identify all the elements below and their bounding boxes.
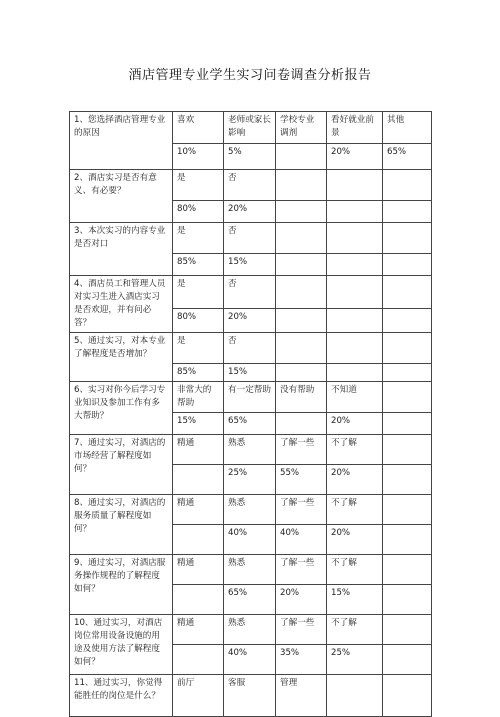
percent-cell: 65% bbox=[383, 144, 432, 170]
option-cell bbox=[327, 276, 383, 309]
question-row bbox=[70, 112, 432, 144]
percent-cell bbox=[276, 364, 327, 382]
option-cell bbox=[383, 435, 432, 465]
percent-cell bbox=[173, 465, 224, 495]
option-cell: 是 bbox=[173, 223, 224, 254]
option-cell: 熟悉 bbox=[224, 495, 276, 525]
option-cell: 了解一些 bbox=[276, 615, 327, 645]
option-cell: 不了解 bbox=[327, 495, 383, 525]
percent-cell bbox=[383, 465, 432, 495]
option-cell: 其他 bbox=[383, 112, 432, 144]
option-cell: 是 bbox=[173, 276, 224, 309]
percent-cell: 65% bbox=[224, 413, 276, 435]
percent-cell bbox=[383, 308, 432, 332]
option-cell: 不了解 bbox=[327, 435, 383, 465]
percent-cell: 15% bbox=[173, 413, 224, 435]
question-text: 5、通过实习，对本专业了解程度是否增加？ bbox=[70, 333, 173, 382]
option-cell bbox=[383, 615, 432, 645]
option-cell: 否 bbox=[224, 223, 276, 254]
question-row bbox=[70, 382, 432, 413]
option-cell: 学校专业调剂 bbox=[276, 112, 327, 144]
percent-cell bbox=[383, 254, 432, 276]
percent-cell: 40% bbox=[224, 645, 276, 675]
option-cell: 客服 bbox=[224, 675, 276, 717]
option-cell bbox=[327, 170, 383, 201]
percent-cell: 20% bbox=[327, 465, 383, 495]
percent-cell: 80% bbox=[173, 201, 224, 223]
percent-cell: 20% bbox=[276, 585, 327, 615]
percent-cell bbox=[327, 308, 383, 332]
percent-cell bbox=[327, 364, 383, 382]
option-cell: 不知道 bbox=[327, 382, 383, 413]
option-cell bbox=[383, 495, 432, 525]
question-text: 10、通过实习，对酒店岗位常用设备设施的用途及使用方法了解程度如何？ bbox=[70, 615, 173, 675]
percent-cell bbox=[276, 413, 327, 435]
percent-cell: 20% bbox=[327, 413, 383, 435]
option-cell: 了解一些 bbox=[276, 435, 327, 465]
option-cell: 精通 bbox=[173, 435, 224, 465]
percent-cell bbox=[383, 201, 432, 223]
percent-cell bbox=[383, 364, 432, 382]
percent-cell bbox=[383, 585, 432, 615]
page-title: 酒店管理专业学生实习问卷调查分析报告 bbox=[128, 68, 372, 83]
question-text: 9、通过实习，对酒店服务操作规程的了解程度如何？ bbox=[70, 555, 173, 615]
percent-cell bbox=[173, 585, 224, 615]
option-cell: 非常大的帮助 bbox=[173, 382, 224, 413]
percent-cell: 35% bbox=[276, 645, 327, 675]
question-row bbox=[70, 170, 432, 201]
option-cell: 否 bbox=[224, 333, 276, 364]
percent-cell bbox=[276, 144, 327, 170]
percent-cell: 20% bbox=[327, 525, 383, 555]
percent-cell: 15% bbox=[327, 585, 383, 615]
option-cell bbox=[383, 276, 432, 309]
option-cell: 否 bbox=[224, 276, 276, 309]
percent-cell bbox=[383, 525, 432, 555]
option-cell: 有一定帮助 bbox=[224, 382, 276, 413]
option-cell: 了解一些 bbox=[276, 495, 327, 525]
percent-cell: 55% bbox=[276, 465, 327, 495]
question-text: 11、通过实习，你觉得能胜任的岗位是什么？ bbox=[70, 675, 173, 717]
percent-cell bbox=[276, 308, 327, 332]
question-row bbox=[70, 495, 432, 525]
percent-cell: 65% bbox=[224, 585, 276, 615]
option-cell bbox=[383, 382, 432, 413]
percent-cell: 40% bbox=[224, 525, 276, 555]
option-cell bbox=[383, 170, 432, 201]
percent-cell: 80% bbox=[173, 308, 224, 332]
percent-cell bbox=[173, 645, 224, 675]
option-cell: 熟悉 bbox=[224, 435, 276, 465]
option-cell: 精通 bbox=[173, 555, 224, 585]
option-cell: 不了解 bbox=[327, 555, 383, 585]
option-cell bbox=[383, 223, 432, 254]
option-cell: 前厅 bbox=[173, 675, 224, 717]
option-cell bbox=[383, 333, 432, 364]
percent-cell: 10% bbox=[173, 144, 224, 170]
option-cell bbox=[383, 555, 432, 585]
question-row bbox=[70, 555, 432, 585]
option-cell bbox=[327, 223, 383, 254]
percent-cell: 20% bbox=[224, 308, 276, 332]
option-cell: 熟悉 bbox=[224, 615, 276, 645]
option-cell: 是 bbox=[173, 170, 224, 201]
option-cell: 喜欢 bbox=[173, 112, 224, 144]
question-text: 7、通过实习，对酒店的市场经营了解程度如何？ bbox=[70, 435, 173, 495]
question-text: 2、酒店实习是否有意义、有必要？ bbox=[70, 170, 173, 223]
question-row bbox=[70, 435, 432, 465]
option-cell bbox=[276, 333, 327, 364]
percent-cell bbox=[276, 201, 327, 223]
percent-cell: 20% bbox=[327, 144, 383, 170]
question-row bbox=[70, 333, 432, 364]
option-cell: 看好就业前景 bbox=[327, 112, 383, 144]
option-cell bbox=[276, 170, 327, 201]
option-cell bbox=[327, 333, 383, 364]
option-cell: 否 bbox=[224, 170, 276, 201]
question-row bbox=[70, 675, 432, 717]
percent-cell bbox=[173, 525, 224, 555]
percent-cell bbox=[383, 645, 432, 675]
percent-cell: 15% bbox=[224, 254, 276, 276]
option-cell bbox=[383, 675, 432, 717]
percent-cell bbox=[327, 201, 383, 223]
question-text: 6、实习对你今后学习专业知识及参加工作有多大帮助？ bbox=[70, 382, 173, 435]
question-text: 1、您选择酒店管理专业的原因 bbox=[70, 112, 173, 170]
option-cell: 不了解 bbox=[327, 615, 383, 645]
percent-cell: 5% bbox=[224, 144, 276, 170]
option-cell: 是 bbox=[173, 333, 224, 364]
question-text: 3、本次实习的内容专业是否对口 bbox=[70, 223, 173, 276]
question-text: 8、通过实习，对酒店的服务质量了解程度如何？ bbox=[70, 495, 173, 555]
percent-cell: 15% bbox=[224, 364, 276, 382]
option-cell: 没有帮助 bbox=[276, 382, 327, 413]
percent-cell: 85% bbox=[173, 364, 224, 382]
percent-cell: 25% bbox=[224, 465, 276, 495]
option-cell: 熟悉 bbox=[224, 555, 276, 585]
percent-cell: 20% bbox=[224, 201, 276, 223]
option-cell: 了解一些 bbox=[276, 555, 327, 585]
percent-cell: 85% bbox=[173, 254, 224, 276]
question-row bbox=[70, 276, 432, 309]
option-cell bbox=[276, 223, 327, 254]
percent-cell bbox=[383, 413, 432, 435]
question-row bbox=[70, 223, 432, 254]
survey-table bbox=[69, 111, 432, 717]
option-cell: 管理 bbox=[276, 675, 327, 717]
question-row bbox=[70, 615, 432, 645]
question-text: 4、酒店员工和管理人员对实习生进入酒店实习是否欢迎，并有问必答？ bbox=[70, 276, 173, 333]
percent-cell: 40% bbox=[276, 525, 327, 555]
option-cell: 精通 bbox=[173, 615, 224, 645]
option-cell: 老师或家长影响 bbox=[224, 112, 276, 144]
percent-cell: 25% bbox=[327, 645, 383, 675]
percent-cell bbox=[276, 254, 327, 276]
option-cell bbox=[327, 675, 383, 717]
percent-cell bbox=[327, 254, 383, 276]
option-cell: 精通 bbox=[173, 495, 224, 525]
option-cell bbox=[276, 276, 327, 309]
